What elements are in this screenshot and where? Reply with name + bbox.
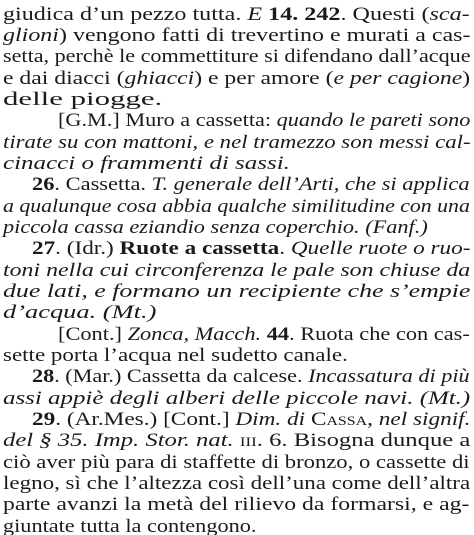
text-run: nel signif. (378, 409, 471, 430)
text-run: Ruote a cassetta (119, 238, 280, 259)
text-run: d’acqua. (Mt.) (3, 302, 157, 323)
text-run: tirate su con mattoni, e nel tramezzo son messi cal- (3, 132, 471, 153)
text-run: ) (462, 68, 471, 89)
text-run: , (367, 409, 379, 430)
text-run: a qualunque cosa abbia qualche similitudine con una (3, 196, 470, 217)
text-run: . (279, 238, 291, 259)
text-run: cinacci o frammenti di sassi. (3, 153, 290, 174)
text-run: . (Ar.Mes.) [Cont.] (55, 409, 236, 430)
text-run: . Ruota che con cas- (289, 324, 470, 345)
text-run: . (Idr.) (55, 238, 120, 259)
text-run: . 6. Bisogna dunque a (256, 430, 471, 451)
text-run: delle piogge. (3, 89, 163, 110)
text-run: Zonca, Macch. (127, 324, 262, 345)
text-run: glioni (3, 25, 59, 46)
text-run: [Cont.] (58, 324, 128, 345)
text-run: 14. 242 (262, 4, 341, 25)
text-run: sca- (429, 4, 470, 25)
text-run: ghiacci (124, 68, 195, 89)
text-run: sette porta l’acqua nel sudetto canale. (3, 345, 348, 366)
text-run: T. generale dell’Arti, che si applica (151, 174, 470, 195)
text-run: 44 (261, 324, 290, 345)
text-run: 26 (32, 174, 55, 195)
text-run: Quelle ruote o ruo- (290, 238, 471, 259)
text-run: legno, sì che l’altezza così dell’una come dell’altra (3, 473, 471, 494)
text-run: Incassatura di più (308, 366, 470, 387)
text-run: e per cagione (333, 68, 463, 89)
text-run: [G.M.] Muro a cassetta: (58, 110, 277, 131)
text-run: giuntate tutta la contengono. (3, 516, 257, 535)
text-run: . (Mar.) Cassetta da calcese. (54, 366, 309, 387)
text-run: . Questi ( (340, 4, 430, 25)
text-run: piccola cassa eziandio senza coperchio. (Fanf.) (3, 217, 428, 238)
text-run: toni nella cui circonferenza le pale son chiuse da (3, 260, 471, 281)
text-run: Cassa (310, 409, 368, 430)
text-run: giudica d’un pezzo tutta. (3, 4, 248, 25)
text-run: 28 (32, 366, 55, 387)
text-run: 27 (32, 238, 56, 259)
text-run: del § 35. Imp. Stor. nat. (3, 430, 234, 451)
text-run: quando le pareti sono (276, 110, 471, 131)
text-line (3, 514, 256, 535)
text-run: parte avanzi la metà del rilievo da formarsi, e ag- (3, 494, 470, 515)
text-run: ) e per amore ( (194, 68, 334, 89)
text-run: . Cassetta. (54, 174, 152, 195)
text-run: ) vengono fatti di trevertino e murati a cas- (58, 25, 471, 46)
text-run: due lati, e formano un recipiente che s’empie (3, 281, 471, 302)
text-run: setta, perchè le commettiture si difendano dall’acque (3, 46, 471, 67)
text-run: ciò aver più para di staffette di bronzo, o cassette di (3, 452, 470, 473)
text-run: 29 (32, 409, 56, 430)
text-run: e dai diacci ( (3, 68, 125, 89)
text-run: assi appiè degli alberi delle piccole navi. (Mt.) (3, 388, 471, 409)
text-run: E (247, 4, 263, 25)
text-run: iii (239, 430, 257, 451)
text-run: Dim. di (235, 409, 306, 430)
